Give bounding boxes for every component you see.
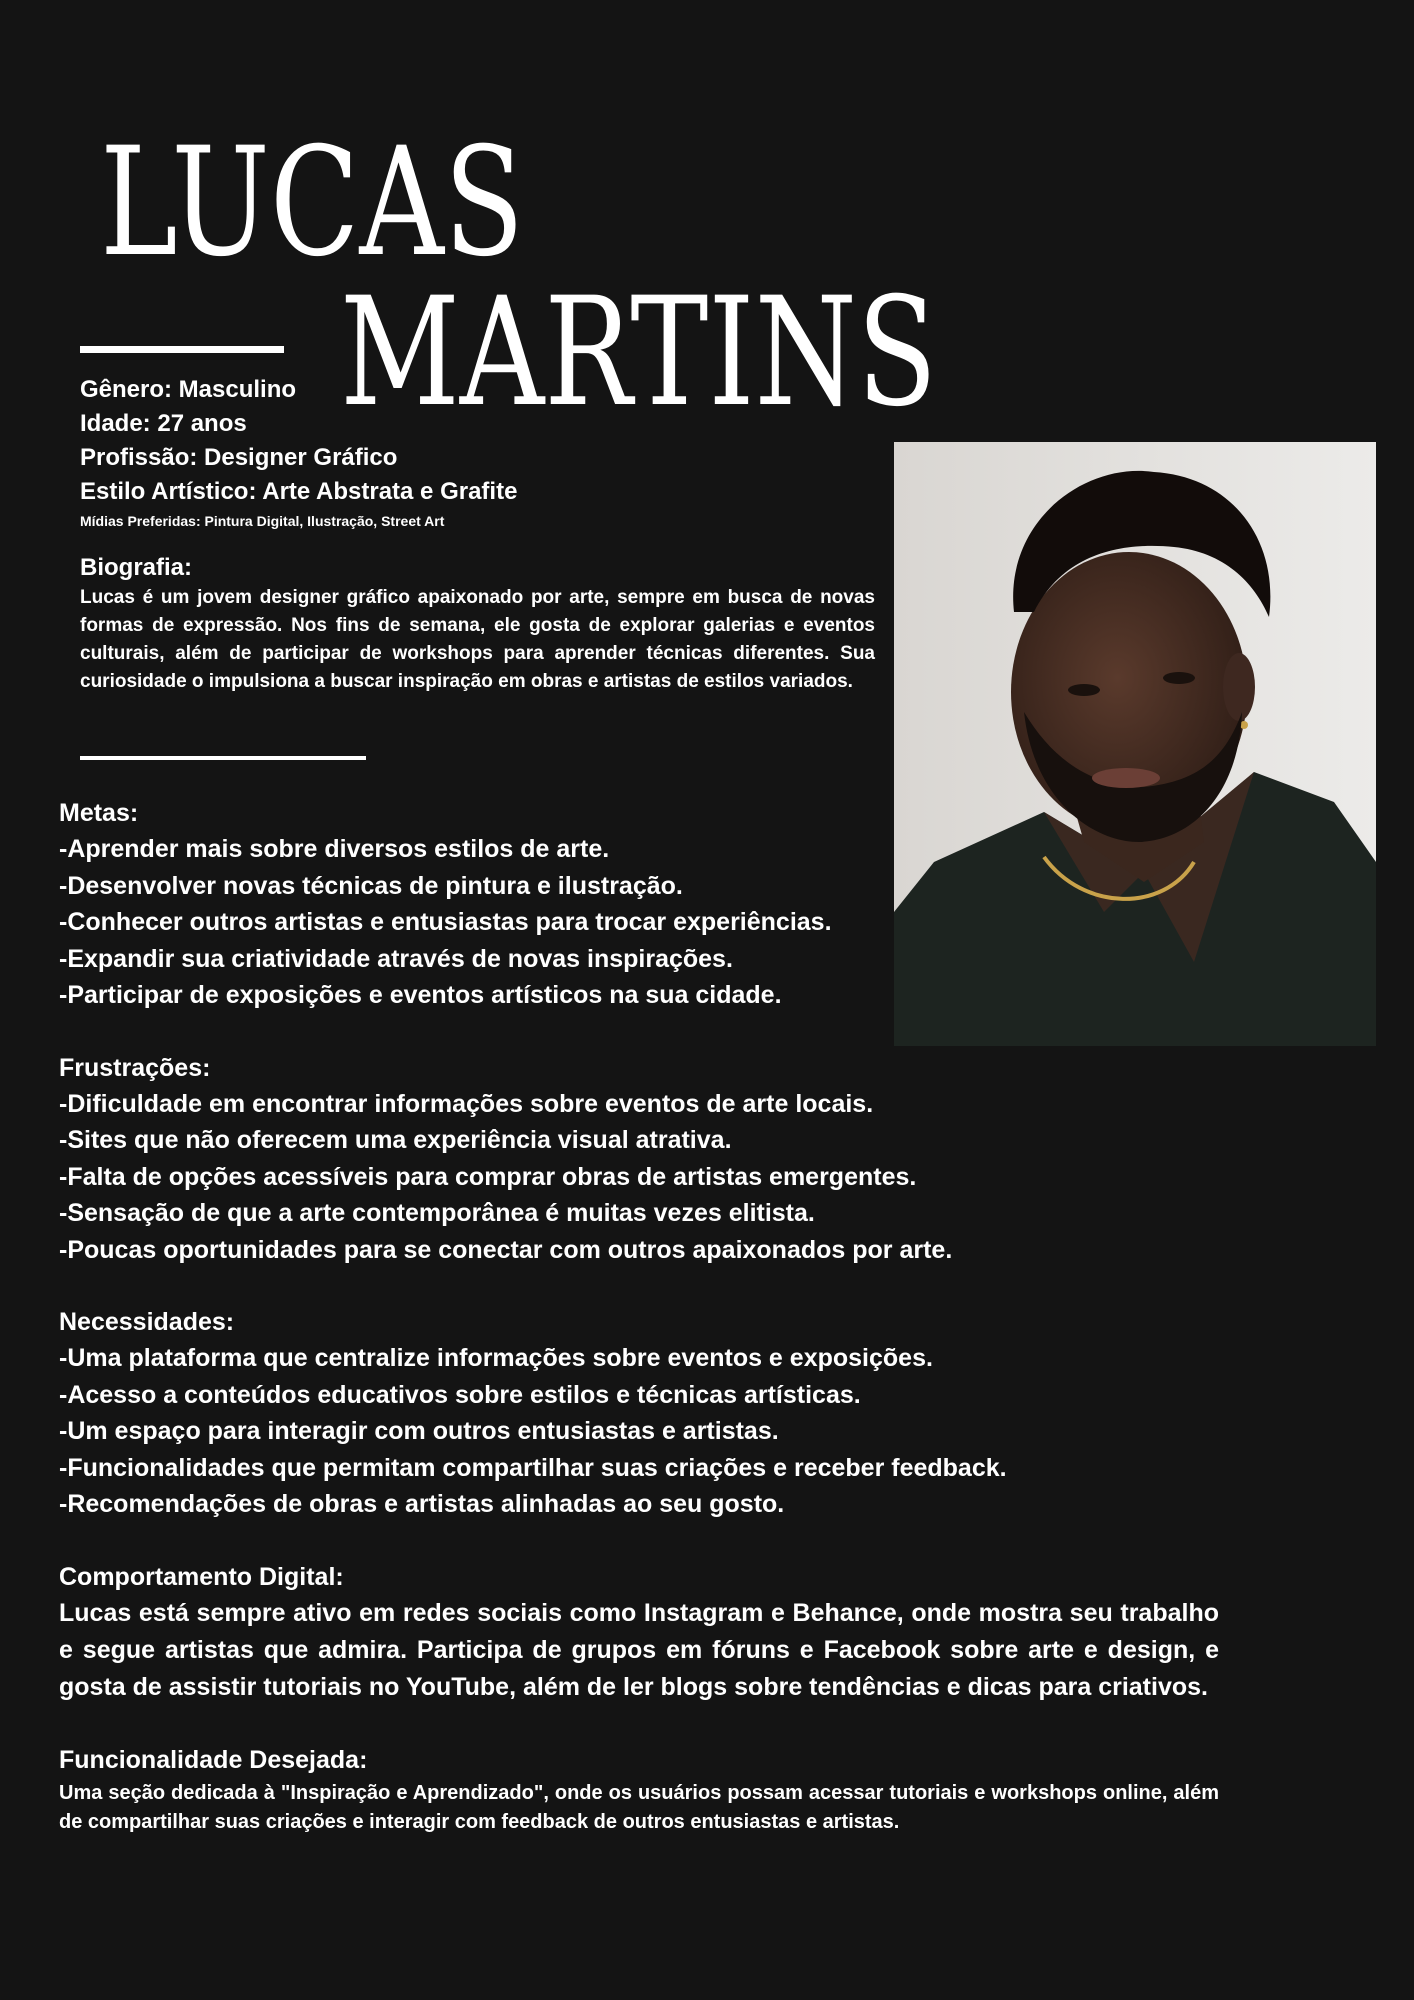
persona-last-name: MARTINS — [340, 266, 938, 440]
frustration-item: -Poucas oportunidades para se conectar com outros apaixonados por arte. — [59, 1235, 953, 1264]
needs-section — [59, 1304, 1219, 1523]
persona-facts — [80, 373, 880, 533]
desired-feature-title: Funcionalidade Desejada: — [59, 1745, 368, 1774]
goals-section — [59, 795, 1219, 1014]
need-item: -Um espaço para interagir com outros entusiastas e artistas. — [59, 1417, 779, 1445]
frustrations-title: Frustrações: — [59, 1053, 211, 1082]
frustration-item: -Falta de opções acessíveis para comprar obras de artistas emergentes. — [59, 1162, 917, 1191]
frustrations-section — [59, 1050, 1219, 1269]
fact-age: Idade: 27 anos — [80, 410, 247, 437]
need-item: -Recomendações de obras e artistas alinhadas ao seu gosto. — [59, 1490, 785, 1518]
frustration-item: -Sites que não oferecem uma experiência visual atrativa. — [59, 1126, 732, 1154]
goals-title: Metas: — [59, 799, 139, 827]
needs-title: Necessidades: — [59, 1308, 235, 1336]
goal-item: -Conhecer outros artistas e entusiastas para trocar experiências. — [59, 908, 832, 936]
desired-feature-text: Uma seção dedicada à "Inspiração e Aprendizado", onde os usuários possam acessar tutoriais e workshops online, além de compartilhar suas criações e interagir com feedback de outros entusiastas e artistas. — [59, 1781, 1219, 1833]
goal-item: -Expandir sua criatividade através de novas inspirações. — [59, 944, 733, 973]
digital-behavior-section — [59, 1559, 1219, 1706]
section-divider — [80, 756, 366, 760]
need-item: -Acesso a conteúdos educativos sobre estilos e técnicas artísticas. — [59, 1380, 861, 1409]
goal-item: -Desenvolver novas técnicas de pintura e ilustração. — [59, 871, 683, 900]
frustration-item: -Sensação de que a arte contemporânea é muitas vezes elitista. — [59, 1199, 815, 1227]
persona-first-name: LUCAS — [100, 116, 525, 290]
need-item: -Uma plataforma que centralize informações sobre eventos e exposições. — [59, 1344, 933, 1372]
need-item: -Funcionalidades que permitam compartilhar suas criações e receber feedback. — [59, 1453, 1007, 1482]
frustration-item: -Dificuldade em encontrar informações sobre eventos de arte locais. — [59, 1089, 874, 1118]
goal-item: -Aprender mais sobre diversos estilos de arte. — [59, 835, 610, 863]
desired-feature-section — [59, 1742, 1219, 1837]
fact-gender: Gênero: Masculino — [80, 376, 297, 403]
biography-text: Lucas é um jovem designer gráfico apaixonado por arte, sempre em busca de novas formas de expressão. Nos fins de semana, ele gosta de explorar galerias e eventos culturais, além de participar de workshops para aprender técnicas diferentes. Sua curiosidade o impulsiona a buscar inspiração em obras e artistas de estilos variados. — [80, 587, 875, 692]
fact-profession: Profissão: Designer Gráfico — [80, 444, 398, 471]
fact-preferred-media: Mídias Preferidas: Pintura Digital, Ilustração, Street Art — [80, 513, 445, 529]
digital-behavior-text: Lucas está sempre ativo em redes sociais como Instagram e Behance, onde mostra seu trabalho e segue artistas que admira. Participa de grupos em fóruns e Facebook sobre arte e design, e gosta de assistir tutoriais no YouTube, além de ler blogs sobre tendências e dicas para criativos. — [59, 1598, 1219, 1701]
fact-art-style: Estilo Artístico: Arte Abstrata e Grafite — [80, 478, 518, 505]
title-divider — [80, 346, 284, 353]
biography-title: Biografia: — [80, 554, 193, 581]
biography-section — [80, 551, 875, 696]
digital-behavior-title: Comportamento Digital: — [59, 1562, 344, 1591]
persona-sections — [59, 795, 1219, 1873]
goal-item: -Participar de exposições e eventos artísticos na sua cidade. — [59, 981, 782, 1009]
